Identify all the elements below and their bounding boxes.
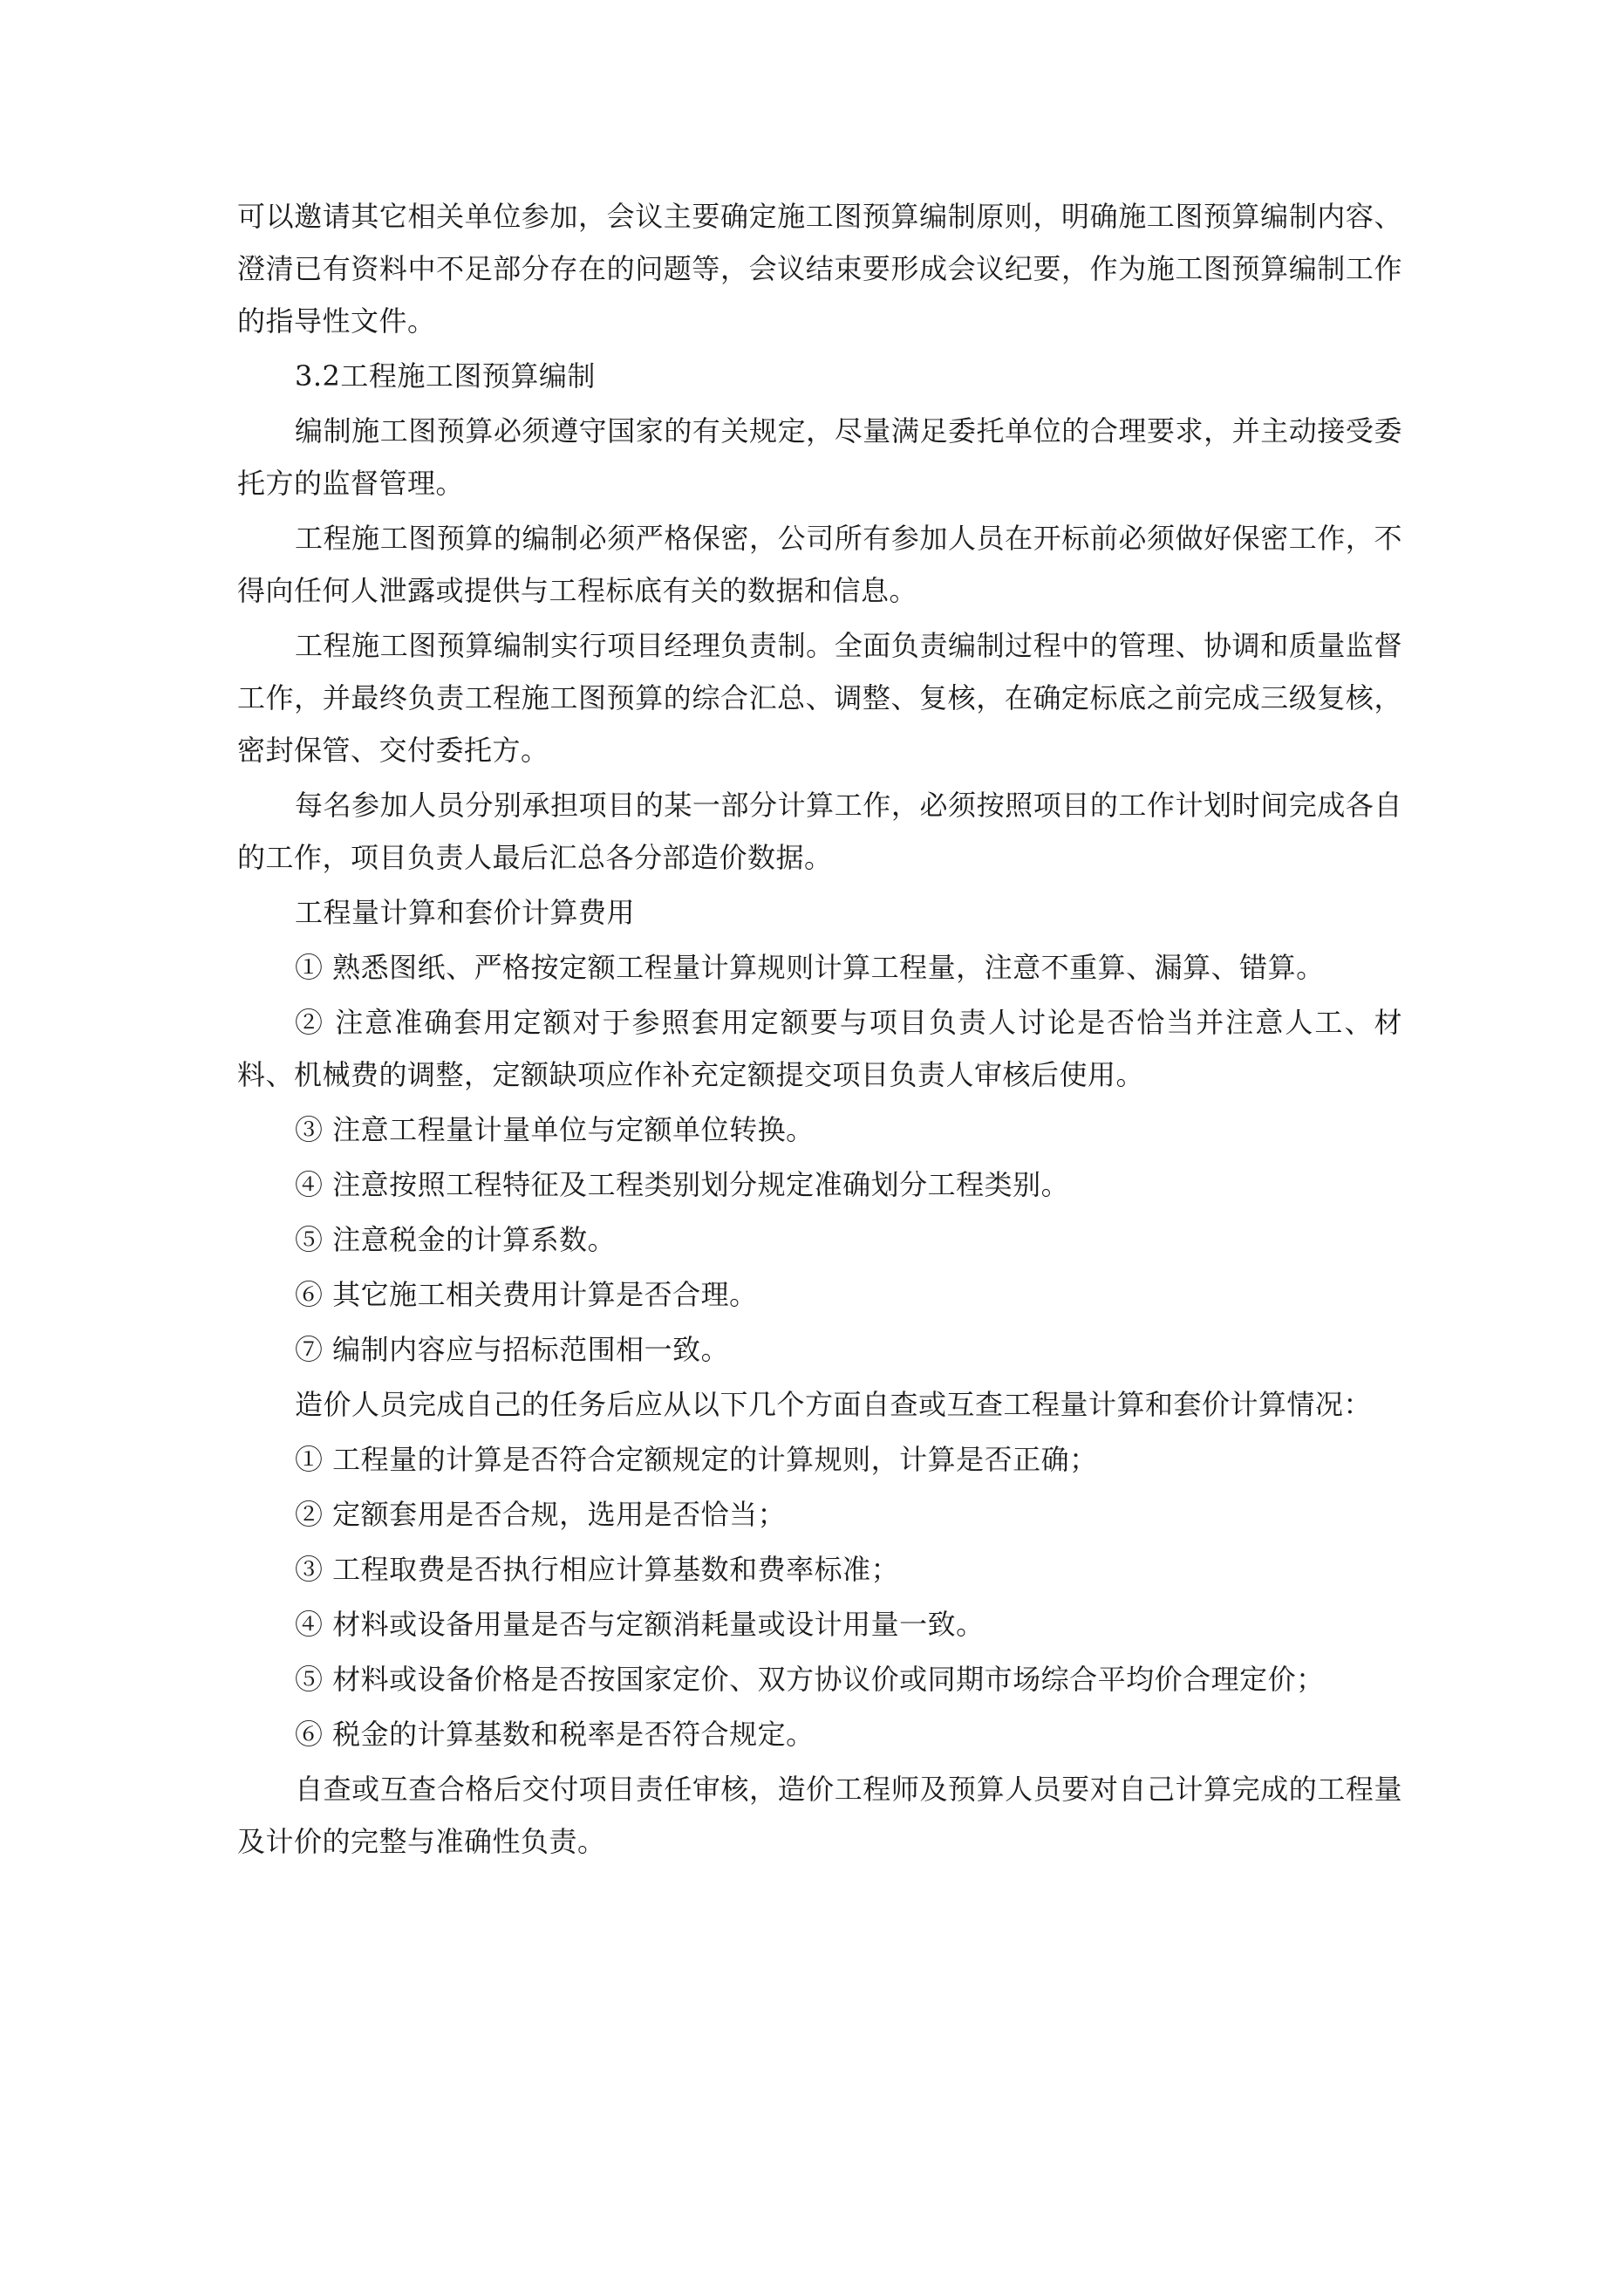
- section-heading: 3.2工程施工图预算编制: [295, 359, 596, 393]
- paragraph: 工程施工图预算编制实行项目经理负责制。全面负责编制过程中的管理、协调和质量监督工作，并最终负责工程施工图预算的综合汇总、调整、复核，在确定标底之前完成三级复核，密封保管、交付委托方。: [237, 629, 1402, 767]
- paragraph: 工程施工图预算的编制必须严格保密，公司所有参加人员在开标前必须做好保密工作，不得向任何人泄露或提供与工程标底有关的数据和信息。: [237, 522, 1402, 607]
- list-item: ① 熟悉图纸、严格按定额工程量计算规则计算工程量，注意不重算、漏算、错算。: [295, 951, 1325, 984]
- list-item: ③ 工程取费是否执行相应计算基数和费率标准；: [295, 1553, 900, 1586]
- list-item: ⑤ 注意税金的计算系数。: [295, 1223, 617, 1256]
- list-item: ④ 材料或设备用量是否与定额消耗量或设计用量一致。: [295, 1608, 985, 1641]
- paragraph: 造价人员完成自己的任务后应从以下几个方面自查或互查工程量计算和套价计算情况：: [295, 1388, 1373, 1421]
- paragraph-continuation: 可以邀请其它相关单位参加，会议主要确定施工图预算编制原则，明确施工图预算编制内容、澄清已有资料中不足部分存在的问题等，会议结束要形成会议纪要，作为施工图预算编制工作的指导性文件。: [237, 200, 1402, 338]
- paragraph: 自查或互查合格后交付项目责任审核，造价工程师及预算人员要对自己计算完成的工程量及计价的完整与准确性负责。: [237, 1773, 1402, 1858]
- list-item: ⑦ 编制内容应与招标范围相一致。: [295, 1333, 730, 1366]
- list-item: ⑤ 材料或设备价格是否按国家定价、双方协议价或同期市场综合平均价合理定价；: [295, 1663, 1325, 1696]
- paragraph: 每名参加人员分别承担项目的某一部分计算工作，必须按照项目的工作计划时间完成各自的工作，项目负责人最后汇总各分部造价数据。: [237, 789, 1402, 874]
- list-item: ⑥ 税金的计算基数和税率是否符合规定。: [295, 1718, 815, 1751]
- list-item: ⑥ 其它施工相关费用计算是否合理。: [295, 1278, 758, 1311]
- subheading: 工程量计算和套价计算费用: [295, 896, 636, 929]
- document-body: [237, 190, 1402, 1868]
- paragraph: 编制施工图预算必须遵守国家的有关规定，尽量满足委托单位的合理要求，并主动接受委托方的监督管理。: [237, 414, 1402, 500]
- list-item: ② 注意准确套用定额对于参照套用定额要与项目负责人讨论是否恰当并注意人工、材料、机械费的调整，定额缺项应作补充定额提交项目负责人审核后使用。: [237, 1006, 1402, 1091]
- list-item: ② 定额套用是否合规，选用是否恰当；: [295, 1498, 787, 1531]
- list-item: ④ 注意按照工程特征及工程类别划分规定准确划分工程类别。: [295, 1168, 1070, 1201]
- list-item: ① 工程量的计算是否符合定额规定的计算规则，计算是否正确；: [295, 1443, 1098, 1476]
- list-item: ③ 注意工程量计量单位与定额单位转换。: [295, 1113, 815, 1146]
